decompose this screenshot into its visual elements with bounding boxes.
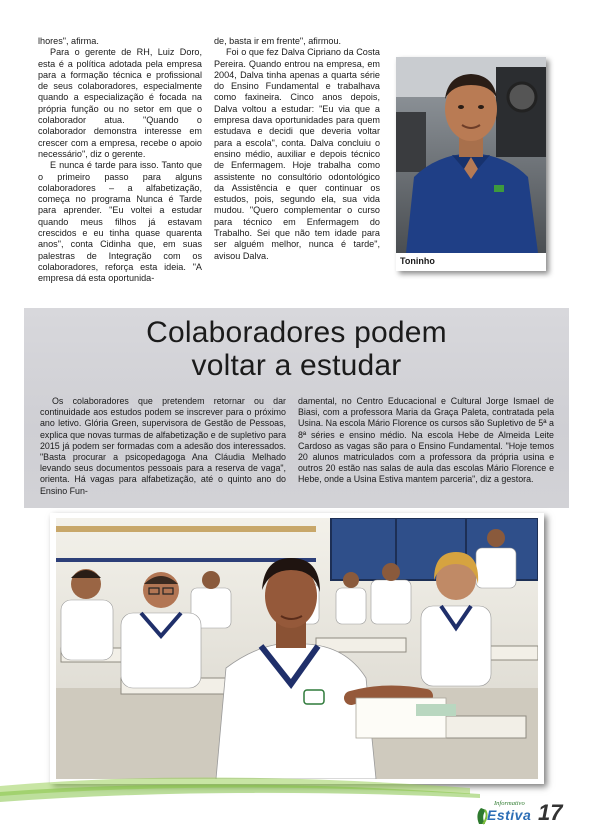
portrait-image — [396, 57, 546, 253]
headline-line-2: voltar a estudar — [191, 349, 402, 382]
brand-tagline: Informativo — [494, 800, 525, 807]
headline-line-1: Colaboradores podem — [146, 316, 447, 349]
paragraph: Foi o que fez Dalva Cipriano da Costa Pereira. Quando entrou na empresa, em 2004, Dalva tinha apenas a quarta série do Ensino Fundamental e trabalhava como faxineira. Cinco anos depois, Dalva voltou a estudar: "Eu via que a empresa dava oportunidades para quem estudava e decidi que deveria voltar para a escola", conta. Dalva concluiu o ensino médio, auxiliar e depois técnico de Enfermagem. Hoje trabalha como assistente no consultório odontológico da Assistência e quer continuar os estudos, pois, segundo ela, sua vida mudou. "Quero complementar o curso para técnico em Enfermagem do Trabalho. Sei que não tem idade para ser alguém melhor, nunca é tarde", avisou Dalva. — [214, 47, 380, 261]
classroom-photo — [50, 513, 544, 784]
page-number: 17 — [538, 800, 563, 825]
paragraph: Para o gerente de RH, Luiz Doro, esta é a política adotada pela empresa para a formação técnica e profissional de seus colaboradores, especialmente quando a especialização é focada na própria função ou no setor em que o colaborador atua. "Quando o colaborador demonstra interesse em crescer com a empresa, recebe o apoio necessário", diz o gerente. — [38, 47, 202, 159]
paragraph: de, basta ir em frente", afirmou. — [214, 36, 342, 46]
article-column-1 — [38, 36, 202, 285]
paragraph: E nunca é tarde para isso. Tanto que o primeiro passo para alguns colaboradores – a alfabetização, começa no programa Nunca é Tarde para aprender. "Eu voltei a estudar quando meus filhos já estavam crescidos e eu tinha quase quarenta anos", conta Cidinha que, em suas palestras de Integração com os colaboradores, reforça esta ideia. "A empresa dá esta oportunida- — [38, 160, 202, 284]
band-column-2 — [298, 396, 554, 486]
classroom-image — [56, 518, 538, 779]
headline — [24, 316, 569, 382]
brand-name: Estiva — [487, 807, 532, 823]
paragraph: damental, no Centro Educacional e Cultural Jorge Ismael de Biasi, com a professora Maria da Graça Paleta, contratada pela Usina. Na escola Mário Florence os cursos são Supletivo de 5ª a 8ª séries e ensino médio. Na escola Hebe de Almeida Leite Cardoso as vagas são para o Ensino Fundamental. "Hoje temos 20 alunos matriculados com a professora da própria usina e outros 20 estão nas salas de aula das escolas Mário Florence e Hebe, onde a Usina Estiva mantem parceria", diz a gestora. — [298, 396, 554, 485]
portrait-photo — [396, 57, 546, 271]
shirt-logo-icon — [494, 185, 504, 192]
article-column-2 — [214, 36, 380, 262]
paragraph: Os colaboradores que pretendem retornar ou dar continuidade aos estudos podem se inscrever para o próximo ano letivo. Glória Green, supervisora de Gestão de Pessoas, explica que novas turmas de alfabetização e de supletivo para 2015 já podem ser formadas com a adesão dos interessados. "Basta procurar a psicopedagoga Ana Cláudia Melhado levando seus documentos pessoais para a reserva de vaga", orienta. Há vagas para alfabetização, até o quinto ano do Ensino Fun- — [40, 396, 286, 496]
paragraph: lhores", afirma. — [38, 36, 99, 46]
band-column-1 — [40, 396, 286, 497]
portrait-caption: Toninho — [396, 253, 546, 271]
